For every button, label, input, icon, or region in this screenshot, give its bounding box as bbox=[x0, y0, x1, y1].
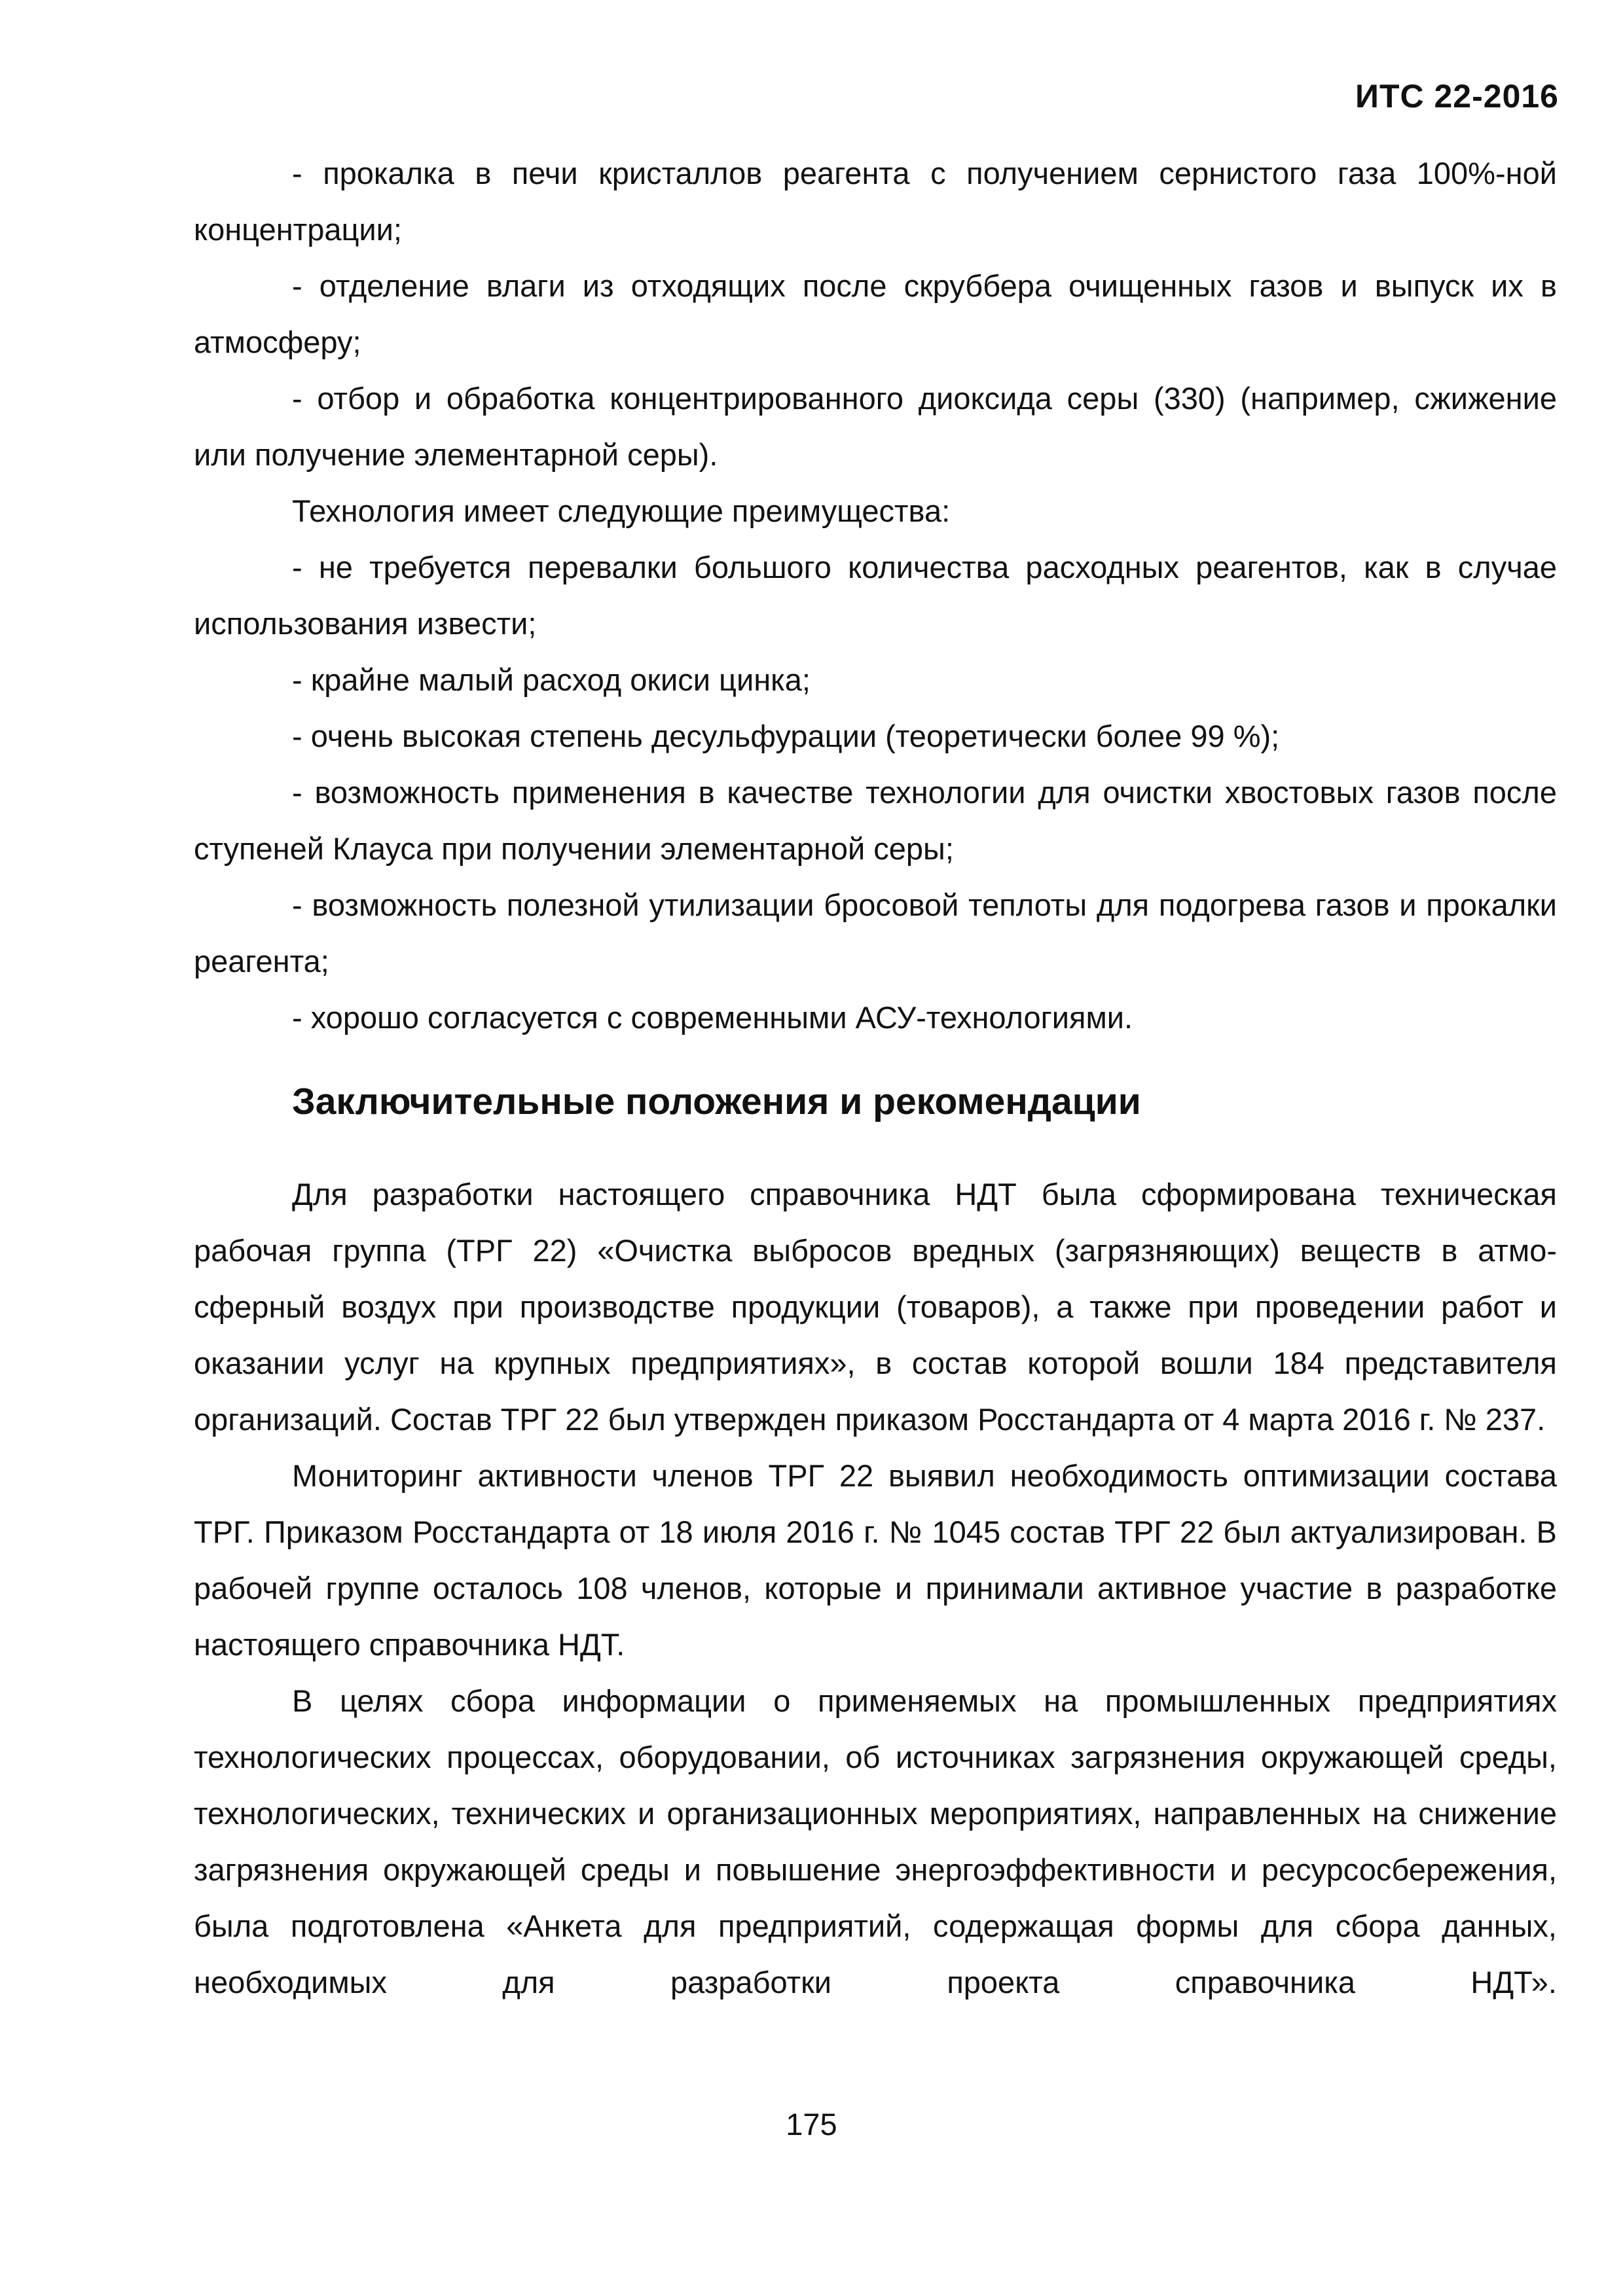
advantage-item: - не требуется перевалки большого количества расходных реагентов, как в случае использования извести; bbox=[194, 550, 1557, 641]
section-paragraph: Мониторинг активности членов ТРГ 22 выявил необходимость оптимизации состава ТРГ. Приказом Росстандарта от 18 июля 2016 г. № 1045 состав ТРГ 22 был актуализирован. В рабочей группе осталось 108 членов, которые и принимали активное участие в разработке настоящего справочника НДТ. bbox=[194, 1458, 1557, 1662]
list-item: - отделение влаги из отходящих после скруббера очищенных газов и выпуск их в атмосферу; bbox=[194, 268, 1557, 359]
section-paragraph: Для разработки настоящего справочника НДТ была сформирована техническая рабочая группа (ТРГ 22) «Очистка выбросов вредных (загрязняющих) веществ в атмосферный воздух при производстве продукции (товаров), а также при проведении работ и оказании услуг на крупных предприятиях», в состав которой вошли 184 представителя организаций. Состав ТРГ 22 был утвержден приказом Росстандарта от 4 марта 2016 г. № 237. bbox=[194, 1177, 1557, 1437]
advantage-item: - хорошо согласуется с современными АСУ-технологиями. bbox=[292, 1000, 1133, 1035]
section-heading: Заключительные положения и рекомендации bbox=[292, 1081, 1141, 1122]
section-paragraph: В целях сбора информации о применяемых на промышленных предприятиях технологических процессах, оборудовании, об источниках загрязнения окружающей среды, технологических, технических и организационных мероприятиях, направленных на снижение загрязнения окружающей среды и повышение энергоэффективности и ресурсосбережения, была подготовлена «Анкета для предприятий, содержащая формы для сбора данных, необходимых для разработки проекта справочника НДТ». bbox=[194, 1683, 1557, 2000]
page-number: 175 bbox=[786, 2107, 837, 2142]
list-item: - отбор и обработка концентрированного диоксида серы (330) (например, сжижение или получение элементарной серы). bbox=[194, 381, 1557, 472]
list-item: - прокалка в печи кристаллов реагента с получением сернистого газа 100%-ной концентрации; bbox=[194, 156, 1557, 247]
page-content bbox=[194, 145, 1557, 2011]
advantage-item: - возможность применения в качестве технологии для очистки хвостовых газов после ступеней Клауса при получении элементарной серы; bbox=[194, 775, 1557, 866]
advantages-intro: Технология имеет следующие преимущества: bbox=[292, 493, 951, 528]
advantage-item: - крайне малый расход окиси цинка; bbox=[292, 662, 811, 697]
document-code-header: ИТС 22-2016 bbox=[1355, 78, 1559, 115]
advantage-item: - очень высокая степень десульфурации (теоретически более 99 %); bbox=[292, 719, 1280, 753]
advantage-item: - возможность полезной утилизации бросовой теплоты для подогрева газов и прокалки реагента; bbox=[194, 888, 1557, 978]
